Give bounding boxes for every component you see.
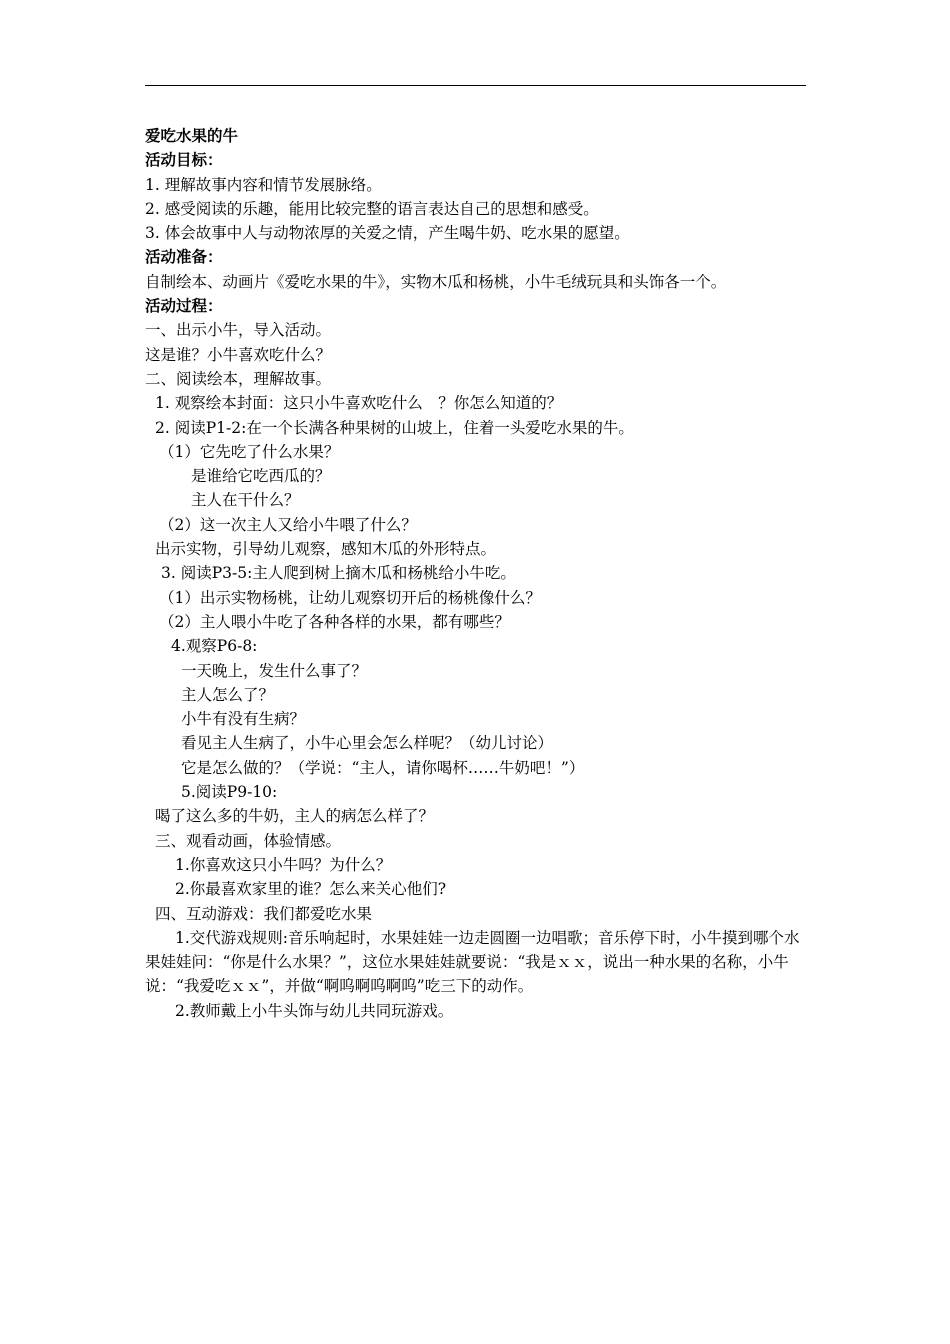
section-heading: 四、互动游戏：我们都爱吃水果: [155, 904, 373, 923]
process-question: 一天晚上，发生什么事了？: [181, 661, 368, 680]
lesson-plan-body: [145, 124, 810, 1023]
process-question: 主人怎么了？: [181, 685, 275, 704]
process-step: 2.教师戴上小牛头饰与幼儿共同玩游戏。: [175, 1001, 454, 1020]
prep-text: 自制绘本、动画片《爱吃水果的牛》，实物木瓜和杨桃，小牛毛绒玩具和头饰各一个。: [145, 272, 727, 291]
process-question: 它是怎么做的？（学说：“主人，请你喝杯……牛奶吧！”）: [181, 758, 585, 777]
goal-item: 2. 感受阅读的乐趣，能用比较完整的语言表达自己的思想和感受。: [145, 199, 599, 218]
process-question: 主人在干什么？: [191, 491, 300, 510]
section-heading: 一、出示小牛，导入活动。: [145, 321, 332, 340]
document-title: 爱吃水果的牛: [145, 127, 239, 145]
process-question: （1）它先吃了什么水果？: [159, 442, 340, 461]
header-rule: [145, 85, 806, 86]
process-step: 2. 阅读P1-2:在一个长满各种果树的山坡上，住着一头爱吃水果的牛。: [155, 418, 634, 437]
process-text: 出示实物，引导幼儿观察，感知木瓜的外形特点。: [155, 540, 497, 559]
process-question: （1）出示实物杨桃，让幼儿观察切开后的杨桃像什么？: [159, 588, 541, 607]
process-heading: 活动过程：: [145, 297, 223, 316]
section-heading: 二、阅读绘本，理解故事。: [145, 369, 332, 388]
process-question: （2）主人喂小牛吃了各种各样的水果，都有哪些？: [159, 612, 510, 631]
section-heading: 三、观看动画，体验情感。: [155, 831, 342, 850]
goal-item: 3. 体会故事中人与动物浓厚的关爱之情，产生喝牛奶、吃水果的愿望。: [145, 224, 630, 243]
process-step: 3. 阅读P3-5:主人爬到树上摘木瓜和杨桃给小牛吃。: [161, 564, 516, 583]
prep-heading: 活动准备：: [145, 248, 223, 267]
process-step: 4.观察P6-8:: [171, 637, 258, 656]
process-text: 这是谁？小牛喜欢吃什么？: [145, 345, 332, 364]
process-question: 小牛有没有生病？: [181, 710, 306, 729]
process-step: 1. 观察绘本封面：这只小牛喜欢吃什么 ？你怎么知道的？: [155, 394, 563, 413]
process-step: 2.你最喜欢家里的谁？怎么来关心他们?: [175, 880, 447, 899]
process-question: 看见主人生病了，小牛心里会怎么样呢？（幼儿讨论）: [181, 734, 554, 753]
process-question: 是谁给它吃西瓜的？: [191, 467, 331, 486]
goal-item: 1. 理解故事内容和情节发展脉络。: [145, 175, 382, 194]
process-step: 1.你喜欢这只小牛吗？为什么？: [175, 855, 392, 874]
process-question: 喝了这么多的牛奶，主人的病怎么样了？: [155, 807, 435, 826]
process-question: （2）这一次主人又给小牛喂了什么？: [159, 515, 417, 534]
goals-heading: 活动目标：: [145, 151, 223, 170]
game-rules: 1.交代游戏规则:音乐响起时，水果娃娃一边走圆圈一边唱歌；音乐停下时，小牛摸到哪个水果娃娃问：“你是什么水果？”，这位水果娃娃就要说：“我是ｘｘ，说出一种水果的名称，小牛说：“我爱吃ｘｘ”，并做“啊呜啊呜啊呜”吃三下的动作。: [145, 928, 800, 996]
process-step: 5.阅读P9-10:: [181, 783, 278, 802]
